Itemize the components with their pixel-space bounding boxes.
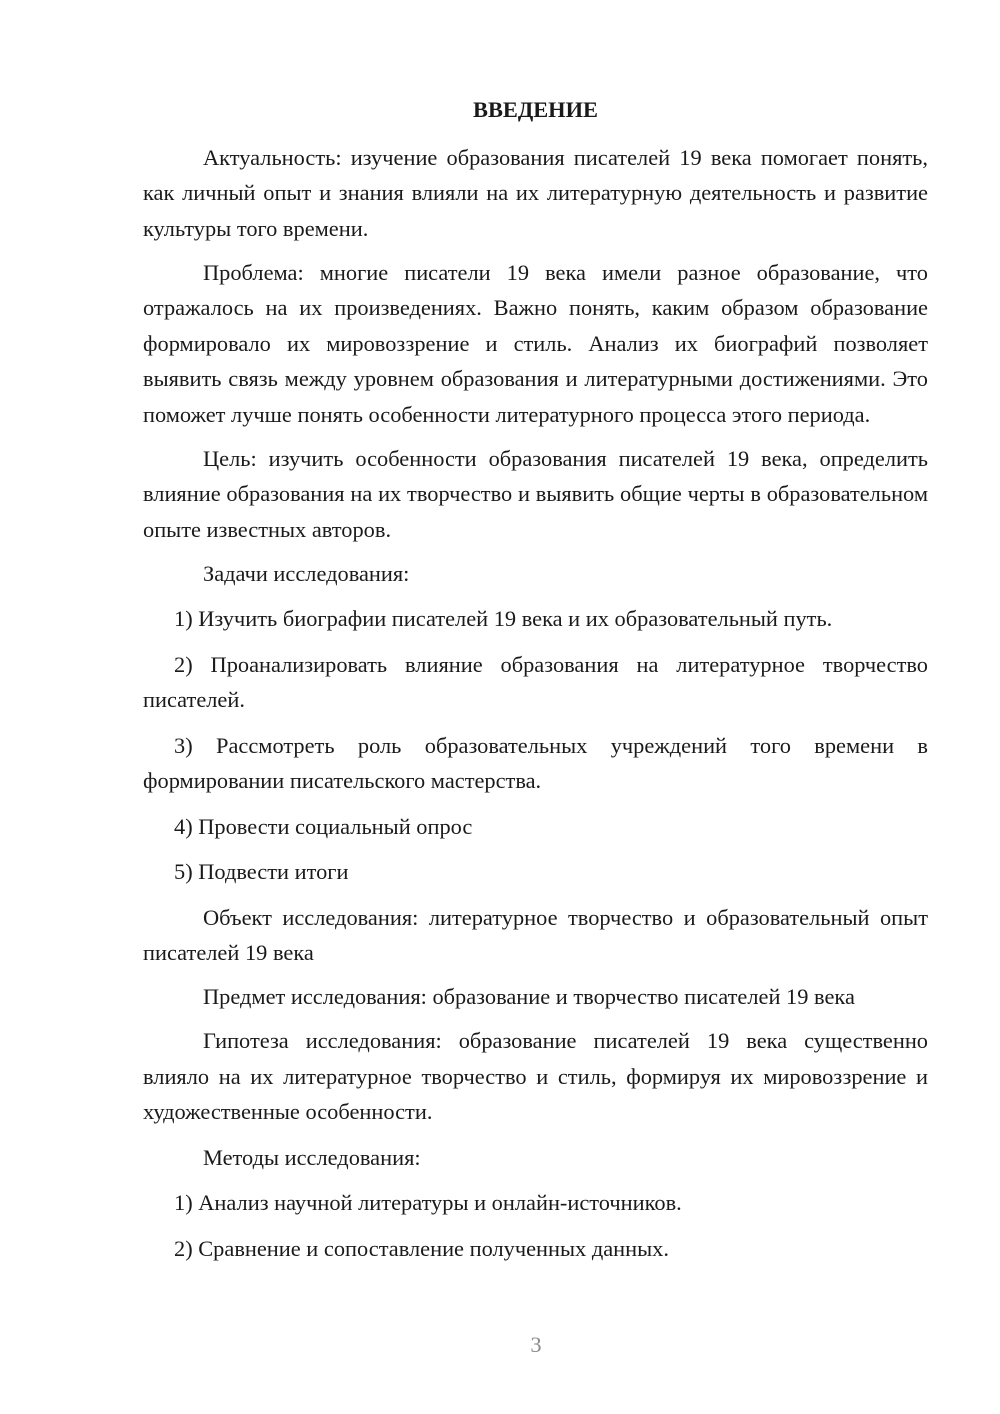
page-content — [143, 92, 928, 1275]
page-number: 3 — [530, 1332, 542, 1357]
problem-paragraph: Проблема: многие писатели 19 века имели разное образование, что отражалось на их произведениях. Важно понять, каким образом образование формировало их мировоззрение и стиль. Анализ их биографий позволяет выявить связь между уровнем образования и литературными достижениями. Это поможет лучше понять особенности литературного процесса этого периода. — [143, 259, 928, 427]
subject-paragraph: Предмет исследования: образование и творчество писателей 19 века — [203, 984, 855, 1009]
task-item-2: 2) Проанализировать влияние образования на литературное творчество писателей. — [143, 651, 928, 712]
methods-heading: Методы исследования: — [203, 1144, 421, 1170]
goal-paragraph: Цель: изучить особенности образования писателей 19 века, определить влияние образования на их творчество и выявить общие черты в образовательном опыте известных авторов. — [143, 445, 928, 542]
object-paragraph: Объект исследования: литературное творчество и образовательный опыт писателей 19 века — [143, 904, 928, 965]
task-item-5: 5) Подвести итоги — [174, 859, 349, 884]
hypothesis-paragraph: Гипотеза исследования: образование писателей 19 века существенно влияло на их литературное творчество и стиль, формируя их мировоззрение и художественные особенности. — [143, 1028, 928, 1124]
task-item-1: 1) Изучить биографии писателей 19 века и их образовательный путь. — [174, 606, 833, 631]
method-item-1: 1) Анализ научной литературы и онлайн-источников. — [174, 1190, 682, 1215]
task-item-4: 4) Провести социальный опрос — [174, 813, 473, 839]
relevance-paragraph: Актуальность: изучение образования писателей 19 века помогает понять, как личный опыт и знания влияли на их литературную деятельность и развитие культуры того времени. — [143, 144, 928, 241]
section-title: ВВЕДЕНИЕ — [473, 97, 598, 122]
task-item-3: 3) Рассмотреть роль образовательных учреждений того времени в формировании писательского мастерства. — [143, 732, 928, 793]
tasks-heading: Задачи исследования: — [203, 560, 410, 586]
method-item-2: 2) Сравнение и сопоставление полученных данных. — [174, 1235, 669, 1261]
